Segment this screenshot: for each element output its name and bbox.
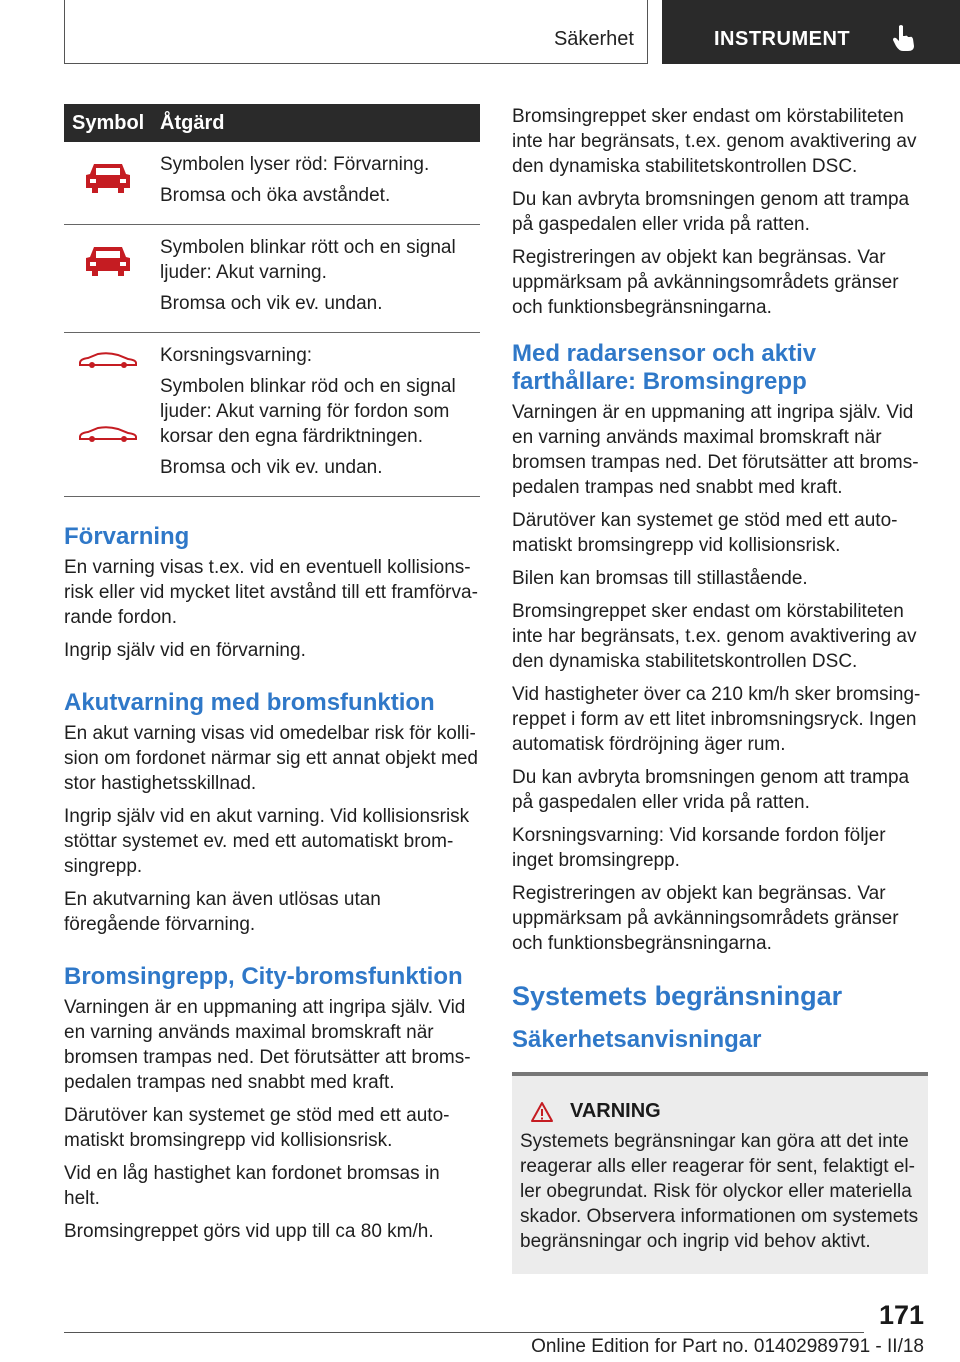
warning-text: Systemets begränsningar kan göra att det inte reagerar alls eller reagerar för sent, felaktigt eller obegrundat. Risk för olyckor eller materiella skador. Observera informationen om systemets begränsningar och ingrip vid behov aktivt.: [520, 1131, 919, 1252]
heading-city-brake: Bromsingrepp, City-bromsfunktion: [64, 963, 463, 990]
heading-akutvarning: Akutvarning med bromsfunktion: [64, 689, 435, 716]
heading-forvarning: Förvarning: [64, 523, 190, 550]
paragraph: Bromsingreppet sker endast om körstabiliteten inte har begränsats, t.ex. genom avaktivering av den dynamiska stabilitetskontrollen DSC.: [512, 106, 917, 177]
paragraph: Bilen kan bromsas till stillastående.: [512, 568, 808, 589]
car-front-icon: [84, 243, 132, 279]
chapter-tab-label: INSTRUMENT: [714, 28, 851, 50]
paragraph: Därutöver kan systemet ge stöd med ett automatiskt bromsingrepp vid kollisionsrisk.: [512, 510, 898, 556]
table-cell-text: Bromsa och vik ev. undan.: [160, 457, 383, 478]
paragraph: En akutvarning kan även utlösas utan föregående förvarning.: [64, 889, 381, 935]
paragraph: Vid en låg hastighet kan fordonet bromsas in helt.: [64, 1163, 440, 1209]
page-number: 171: [878, 1300, 924, 1330]
warning-triangle-icon: [530, 1101, 554, 1123]
warning-box: [512, 1072, 928, 1274]
table-row: [64, 142, 480, 225]
table-cell-text: Bromsa och vik ev. undan.: [160, 293, 383, 314]
table-row: [64, 333, 480, 497]
car-side-icon: [78, 351, 138, 369]
chapter-tab: [662, 0, 960, 64]
car-side-icon: [78, 425, 138, 443]
paragraph: Registreringen av objekt kan begränsas. Var uppmärksam på avkänningsområdets gränser och funktionsbegränsningarna.: [512, 247, 899, 318]
table-row: [64, 225, 480, 333]
paragraph: Bromsingreppet görs vid upp till ca 80 km/h.: [64, 1221, 434, 1242]
paragraph: Korsningsvarning: Vid korsande fordon följer inget bromsingrepp.: [512, 825, 886, 871]
col-header-symbol: Symbol: [64, 104, 152, 142]
table-cell-text: Symbolen blinkar rött och en signal ljuder: Akut varning.: [160, 237, 456, 283]
left-column: [64, 104, 480, 1252]
footer-divider: [64, 1332, 864, 1333]
paragraph: En varning visas t.ex. vid en eventuell kollisionsrisk eller vid mycket litet avstånd till ett framförvarande fordon.: [64, 557, 478, 628]
heading-safety-notes: Säkerhetsanvisningar: [512, 1026, 762, 1053]
warning-title: VARNING: [570, 1100, 661, 1122]
paragraph: Registreringen av objekt kan begränsas. Var uppmärksam på avkänningsområdets gränser och funktionsbegränsningarna.: [512, 883, 899, 954]
right-column: [512, 104, 928, 1274]
paragraph: Ingrip själv vid en förvarning.: [64, 640, 306, 661]
paragraph: Varningen är en uppmaning att ingripa själv. Vid en varning används maximal bromskraft när bromsen trampas ned. Det förutsätter att bromspedalen trampas ned snabbt med kraft.: [64, 997, 471, 1093]
symbol-table: [64, 104, 480, 497]
heading-system-limits: Systemets begränsningar: [512, 981, 843, 1011]
col-header-action: Åtgärd: [152, 104, 480, 142]
table-cell-text: Symbolen blinkar röd och en signal ljuder: Akut varning för fordon som korsar den egna färdriktningen.: [160, 376, 456, 447]
paragraph: Du kan avbryta bromsningen genom att trampa på gaspedalen eller vrida på ratten.: [512, 767, 910, 813]
paragraph: Du kan avbryta bromsningen genom att trampa på gaspedalen eller vrida på ratten.: [512, 189, 910, 235]
heading-radar: Med radarsensor och aktiv farthållare: Bromsingrepp: [512, 340, 817, 395]
paragraph: Vid hastigheter över ca 210 km/h sker bromsingreppet i form av ett litet inbromsningsryck. Ingen automatisk fördröjning äger rum.: [512, 684, 921, 755]
car-front-icon: [84, 160, 132, 196]
paragraph: Därutöver kan systemet ge stöd med ett automatiskt bromsingrepp vid kollisionsrisk.: [64, 1105, 450, 1151]
table-cell-text: Bromsa och öka avståndet.: [160, 185, 391, 206]
table-cell-text: Korsningsvarning:: [160, 345, 313, 366]
hand-pointer-icon: [892, 24, 916, 52]
paragraph: Varningen är en uppmaning att ingripa själv. Vid en varning används maximal bromskraft när bromsen trampas ned. Det förutsätter att bromspedalen trampas ned snabbt med kraft.: [512, 402, 919, 498]
paragraph: Bromsingreppet sker endast om körstabiliteten inte har begränsats, t.ex. genom avaktivering av den dynamiska stabilitetskontrollen DSC.: [512, 601, 917, 672]
section-title: Säkerhet: [553, 28, 634, 50]
table-cell-text: Symbolen lyser röd: Förvarning.: [160, 154, 430, 175]
footer-edition: Online Edition for Part no. 01402989791 - II/18: [531, 1336, 924, 1357]
paragraph: Ingrip själv vid en akut varning. Vid kollisionsrisk stöttar systemet ev. med ett automatiskt bromsingrepp.: [64, 806, 470, 877]
paragraph: En akut varning visas vid omedelbar risk för kollision om fordonet närmar sig ett annat objekt med stor hastighetsskillnad.: [64, 723, 479, 794]
